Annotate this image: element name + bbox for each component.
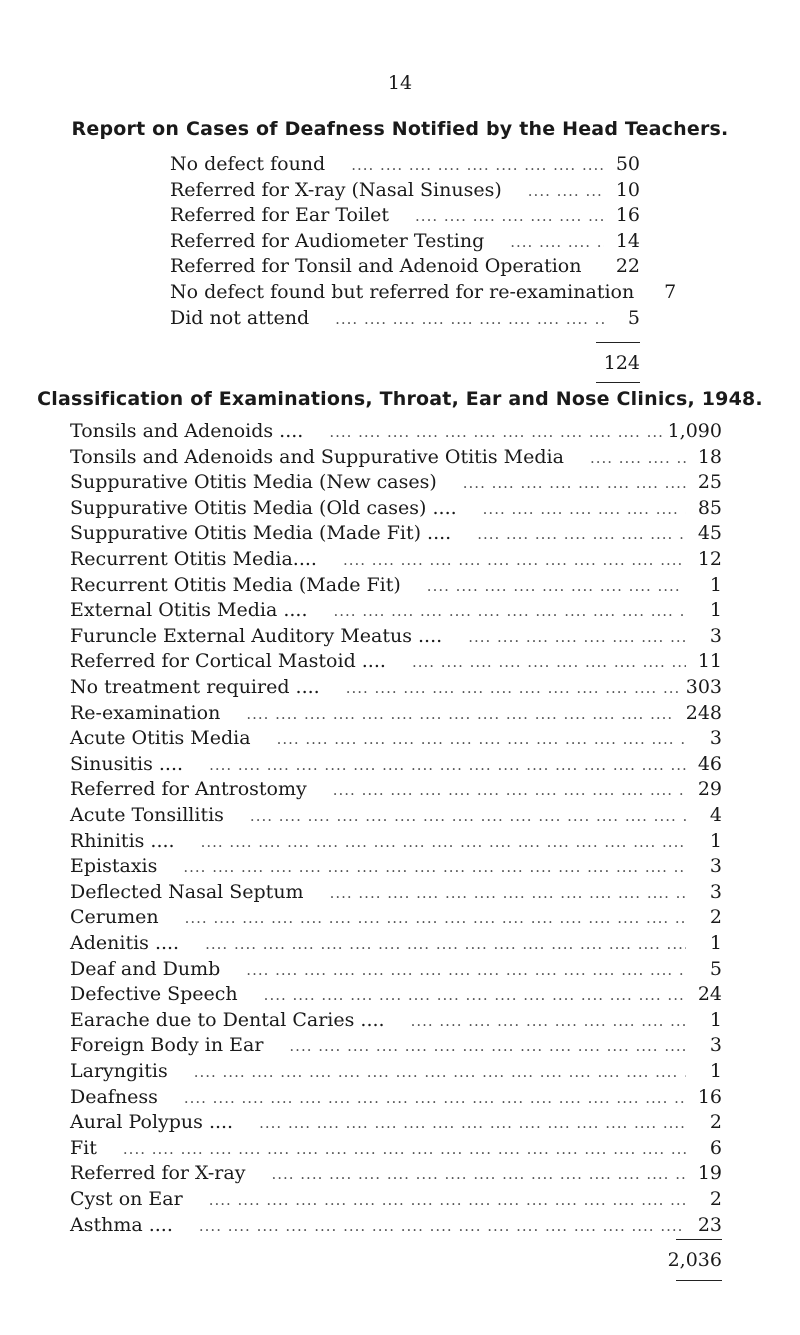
section2-row-value: 1	[709, 829, 722, 852]
section2-row-label: Referred for Antrostomy	[70, 778, 307, 801]
section1-row	[170, 304, 640, 332]
section2-row-value: 2	[709, 1111, 722, 1134]
section1-row-label: Referred for Audiometer Testing	[170, 229, 485, 252]
section2-row-label: Cyst on Ear	[70, 1188, 183, 1210]
section2-row-label: Tonsils and Adenoids ....	[70, 420, 304, 442]
section2-row-label: Asthma ....	[70, 1213, 173, 1236]
section2-row	[70, 417, 722, 445]
section2-row-value: 3	[709, 1034, 722, 1057]
section2-row-value: 3	[709, 727, 722, 750]
section1-row-value: 22	[615, 255, 640, 278]
section2-row	[70, 775, 722, 803]
section2-row	[70, 903, 722, 931]
section2-row	[70, 1006, 722, 1034]
section2-row-label: Tonsils and Adenoids and Suppurative Otitis Media	[70, 445, 564, 468]
section2-row	[70, 571, 722, 599]
section2-row	[70, 1159, 722, 1187]
section1-row	[170, 176, 640, 204]
section2-row-value: 5	[709, 957, 722, 980]
section2-row-value: 3	[709, 624, 722, 647]
section2-row-label: Suppurative Otitis Media (Old cases) ....	[70, 496, 457, 519]
section2-row	[70, 673, 722, 701]
section2-row	[70, 852, 722, 880]
section2-row	[70, 827, 722, 855]
section2-row-value: 1	[709, 599, 722, 622]
section1-heading: Report on Cases of Deafness Notified by the Head Teachers.	[71, 118, 729, 140]
section1-row-value: 50	[615, 153, 640, 175]
section2-row-label: External Otitis Media ....	[70, 599, 308, 622]
section2-row-label: Deafness	[70, 1085, 158, 1108]
section2-row	[70, 801, 722, 829]
section2-row	[70, 1031, 722, 1059]
section2-row-label: Acute Tonsillitis	[70, 804, 224, 826]
section2-row	[70, 468, 722, 496]
section2-row-value: 12	[697, 548, 722, 570]
section2-row	[70, 750, 722, 778]
section1-row	[170, 227, 640, 255]
section2-heading: Classification of Examinations, Throat, Ear and Nose Clinics, 1948.	[37, 388, 763, 410]
section1-row-label: No defect found but referred for re-examination	[170, 281, 635, 303]
section2-row-value: 1	[709, 573, 722, 596]
section2-row-label: Defective Speech	[70, 983, 238, 1006]
section2-row-label: Suppurative Otitis Media (Made Fit) ....	[70, 522, 452, 545]
section2-row-value: 11	[697, 650, 722, 673]
section2-row	[70, 1185, 722, 1213]
section2-row	[70, 596, 722, 624]
section1-row	[170, 150, 640, 178]
section2-row-label: Adenitis ....	[70, 932, 180, 954]
section2-row-value: 85	[697, 496, 722, 519]
section1-rule-top	[596, 342, 640, 343]
section2-row	[70, 1108, 722, 1136]
section2-row	[70, 929, 722, 957]
section2-row-value: 25	[697, 471, 722, 494]
section2-row	[70, 980, 722, 1008]
section1-row-label: Referred for X-ray (Nasal Sinuses)	[170, 178, 502, 201]
section2-row	[70, 1134, 722, 1162]
section1-row-value: 7	[664, 281, 677, 303]
section2-row	[70, 699, 722, 727]
section2-row-label: Epistaxis	[70, 855, 158, 878]
section1-row-label: No defect found	[170, 153, 326, 175]
section2-row	[70, 545, 722, 573]
section2-rule-top	[676, 1239, 722, 1240]
section2-row-label: Furuncle External Auditory Meatus ....	[70, 624, 443, 647]
section2-row-label: Sinusitis ....	[70, 752, 184, 775]
section2-row	[70, 1057, 722, 1085]
section2-leader-dots	[179, 1212, 686, 1240]
section2-row	[70, 443, 722, 471]
section2-row-value: 2	[709, 906, 722, 929]
section2-row-label: No treatment required ....	[70, 676, 320, 698]
section2-row-value: 16	[697, 1085, 722, 1108]
section1-row	[170, 278, 677, 306]
section2-row-value: 45	[697, 522, 722, 545]
section2-row-value: 1	[709, 932, 722, 954]
section1-leader-dots	[315, 305, 604, 333]
section2-row-value: 1	[709, 1008, 722, 1031]
section2-row-label: Fit	[70, 1136, 97, 1159]
section2-row-label: Cerumen	[70, 906, 159, 929]
section2-row-label: Deaf and Dumb	[70, 957, 221, 980]
section1-row-value: 16	[615, 204, 640, 227]
section2-row-label: Acute Otitis Media	[70, 727, 251, 750]
section2-row-value: 303	[685, 676, 722, 698]
section2-row-label: Rhinitis ....	[70, 829, 175, 852]
section2-row-value: 3	[709, 880, 722, 903]
section2-row-label: Recurrent Otitis Media (Made Fit)	[70, 573, 401, 596]
section2-row	[70, 622, 722, 650]
section2-row-value: 1	[709, 1060, 722, 1082]
section2-row-value: 4	[709, 804, 722, 826]
section2-row	[70, 878, 722, 906]
section2-row-label: Foreign Body in Ear	[70, 1034, 264, 1057]
section2-row-value: 2	[709, 1188, 722, 1210]
section2-row-value: 6	[709, 1136, 722, 1159]
section2-row-value: 248	[685, 701, 722, 724]
section2-row	[70, 955, 722, 983]
section1-row-label: Referred for Tonsil and Adenoid Operation	[170, 255, 582, 278]
section2-row-value: 29	[697, 778, 722, 801]
section1-row-label: Referred for Ear Toilet	[170, 204, 390, 227]
section2-row	[70, 647, 722, 675]
section2-row-label: Referred for X-ray	[70, 1162, 246, 1185]
section2-row	[70, 1211, 722, 1239]
section2-row-label: Recurrent Otitis Media....	[70, 548, 317, 570]
section2-row-label: Suppurative Otitis Media (New cases)	[70, 471, 437, 494]
page-number: 14	[387, 72, 413, 94]
section1-rule-bottom	[596, 382, 640, 383]
section1-row-value: 14	[615, 229, 640, 252]
section2-total: 2,036	[667, 1249, 722, 1271]
section2-row-label: Earache due to Dental Caries ....	[70, 1008, 385, 1031]
section2-row-value: 3	[709, 855, 722, 878]
section1-row	[170, 252, 640, 280]
section2-row-value: 24	[697, 983, 722, 1006]
section1-row-label: Did not attend	[170, 306, 310, 329]
section2-row	[70, 724, 722, 752]
section2-row-value: 1,090	[667, 420, 722, 442]
section1-row	[170, 201, 640, 229]
section2-row-value: 23	[697, 1213, 722, 1236]
section2-row-label: Referred for Cortical Mastoid ....	[70, 650, 386, 673]
section2-row-label: Aural Polypus ....	[70, 1111, 234, 1134]
section2-row-value: 19	[697, 1162, 722, 1185]
section2-row	[70, 519, 722, 547]
section2-row-label: Re-examination	[70, 701, 221, 724]
section2-row-value: 46	[697, 752, 722, 775]
section1-row-value: 10	[615, 178, 640, 201]
section1-total: 124	[603, 352, 640, 374]
section2-row-label: Deflected Nasal Septum	[70, 880, 304, 903]
section2-rule-bottom	[676, 1280, 722, 1281]
section2-row	[70, 1083, 722, 1111]
section2-row	[70, 494, 722, 522]
section1-row-value: 5	[627, 306, 640, 329]
section2-row-value: 18	[697, 445, 722, 468]
section2-row-label: Laryngitis	[70, 1060, 168, 1082]
